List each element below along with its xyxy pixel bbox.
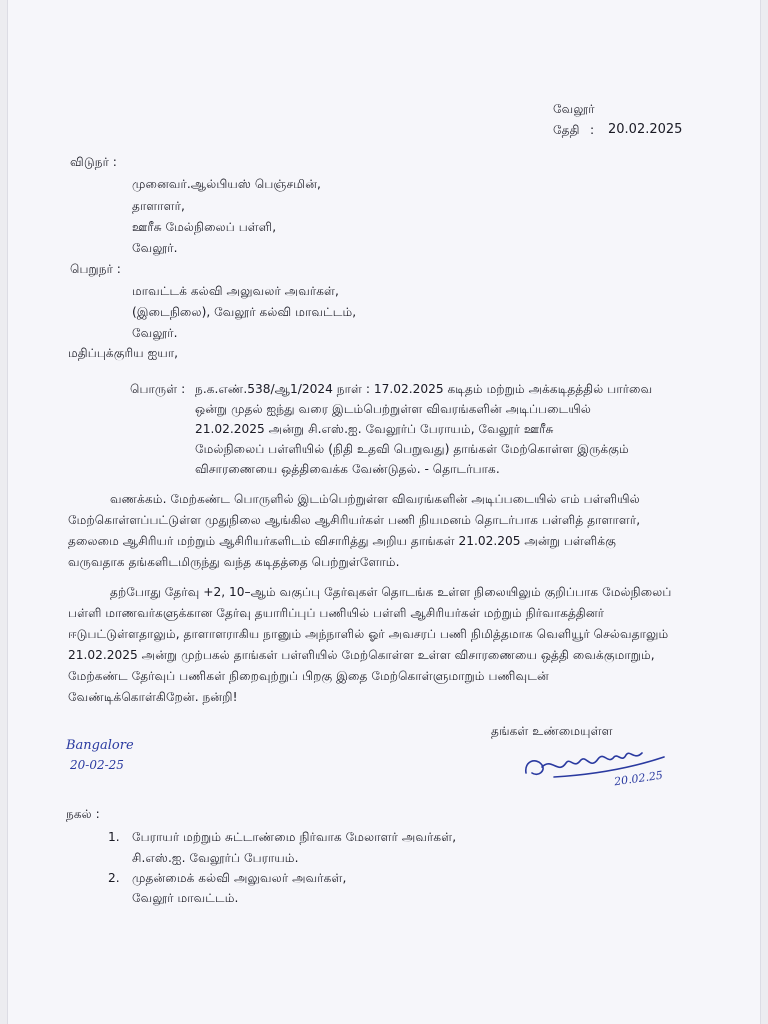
recipient-line: மாவட்டக் கல்வி அலுவலர் அவர்கள், <box>132 284 339 298</box>
recipient-line: (இடைநிலை), வேலூர் கல்வி மாவட்டம், <box>132 305 357 319</box>
sender-line: ஊரீசு மேல்நிலைப் பள்ளி, <box>132 220 277 234</box>
sender-label: விடுநர் : <box>70 155 117 169</box>
body-line: 21.02.2025 அன்று முற்பகல் தாங்கள் பள்ளியில் மேற்கொள்ள உள்ள விசாரணையை ஒத்தி வைக்குமாறும், <box>68 648 655 662</box>
closing: தங்கள் உண்மையுள்ள <box>491 724 613 738</box>
body-line: மேற்கண்ட தேர்வுப் பணிகள் நிறைவுற்றுப் பிறகு இதை மேற்கொள்ளுமாறும் பணிவுடன் <box>68 669 549 683</box>
letter-page <box>8 0 760 1024</box>
copy-item-line: சி.எஸ்.ஐ. வேலூர்ப் பேராயம். <box>132 851 299 865</box>
subject-line: ஒன்று முதல் ஐந்து வரை இடம்பெற்றுள்ள விவரங்களின் அடிப்படையில் <box>195 402 591 416</box>
copy-item-line: வேலூர் மாவட்டம். <box>132 891 239 905</box>
body-line: ஈடுபட்டுள்ளதாலும், தாளாளராகிய நானும் அந்நாளில் ஓர் அவசரப் பணி நிமித்தமாக வெளியூர் செல்வதாலும் <box>68 627 669 641</box>
copy-item-line: முதன்மைக் கல்வி அலுவலர் அவர்கள், <box>132 871 347 885</box>
body-line: பள்ளி மாணவர்களுக்கான தேர்வு தயாரிப்புப் பணியில் பள்ளி ஆசிரியர்கள் மற்றும் நிர்வாகத்தினர் <box>68 606 605 620</box>
recipient-label: பெறுநர் : <box>70 262 121 276</box>
subject-line: ந.க.எண்.538/ஆ1/2024 நாள் : 17.02.2025 கடிதம் மற்றும் அக்கடிதத்தில் பார்வை <box>195 382 653 396</box>
place-name: வேலூர் <box>553 102 595 116</box>
recipient-line: வேலூர். <box>132 326 178 340</box>
body-line: வேண்டிக்கொள்கிறேன். நன்றி! <box>68 690 238 704</box>
sender-line: முனைவர்.ஆல்பியஸ் பெஞ்சமின், <box>132 177 321 191</box>
handwritten-note-word: Bangalore <box>66 738 134 753</box>
body-line: வணக்கம். மேற்கண்ட பொருளில் இடம்பெற்றுள்ள விவரங்களின் அடிப்படையில் எம் பள்ளியில் <box>110 492 640 506</box>
sender-line: தாளாளர், <box>132 199 185 213</box>
copy-item-number: 1. <box>108 830 120 844</box>
sender-line: வேலூர். <box>132 241 178 255</box>
subject-line: 21.02.2025 அன்று சி.எஸ்.ஐ. வேலூர்ப் பேராயம், வேலூர் ஊரீசு <box>195 422 554 436</box>
letter-date: 20.02.2025 <box>608 122 683 137</box>
body-line: மேற்கொள்ளப்பட்டுள்ள முதுநிலை ஆங்கில ஆசிரியர்கள் பணி நியமனம் தொடர்பாக பள்ளித் தாளாளர், <box>68 513 641 527</box>
subject-label: பொருள் : <box>130 382 186 396</box>
body-line: வருவதாக தங்களிடமிருந்து வந்த கடிதத்தை பெற்றுள்ளோம். <box>68 555 400 569</box>
body-line: தற்போது தேர்வு +2, 10–ஆம் வகுப்பு தேர்வுகள் தொடங்க உள்ள நிலையிலும் குறிப்பாக மேல்நிலைப் <box>110 585 672 599</box>
date-label: தேதி <box>553 123 580 137</box>
body-line: தலைமை ஆசிரியர் மற்றும் ஆசிரியர்களிடம் விசாரித்து அறிய தாங்கள் 21.02.205 அன்று பள்ளிக்கு <box>68 534 616 548</box>
signature-date: 20.02.25 <box>613 768 664 789</box>
copy-item-line: பேராயர் மற்றும் சுட்டாண்மை நிர்வாக மேலாளர் அவர்கள், <box>132 830 457 844</box>
copy-label: நகல் : <box>66 807 100 821</box>
handwritten-note-date: 20-02-25 <box>70 758 124 772</box>
salutation: மதிப்புக்குரிய ஐயா, <box>68 346 179 360</box>
subject-line: மேல்நிலைப் பள்ளியில் (நிதி உதவி பெறுவது) தாங்கள் மேற்கொள்ள இருக்கும் <box>195 442 629 456</box>
date-separator: : <box>590 123 595 137</box>
subject-line: விசாரணையை ஒத்திவைக்க வேண்டுதல். - தொடர்பாக. <box>195 462 500 476</box>
copy-item-number: 2. <box>108 871 120 885</box>
